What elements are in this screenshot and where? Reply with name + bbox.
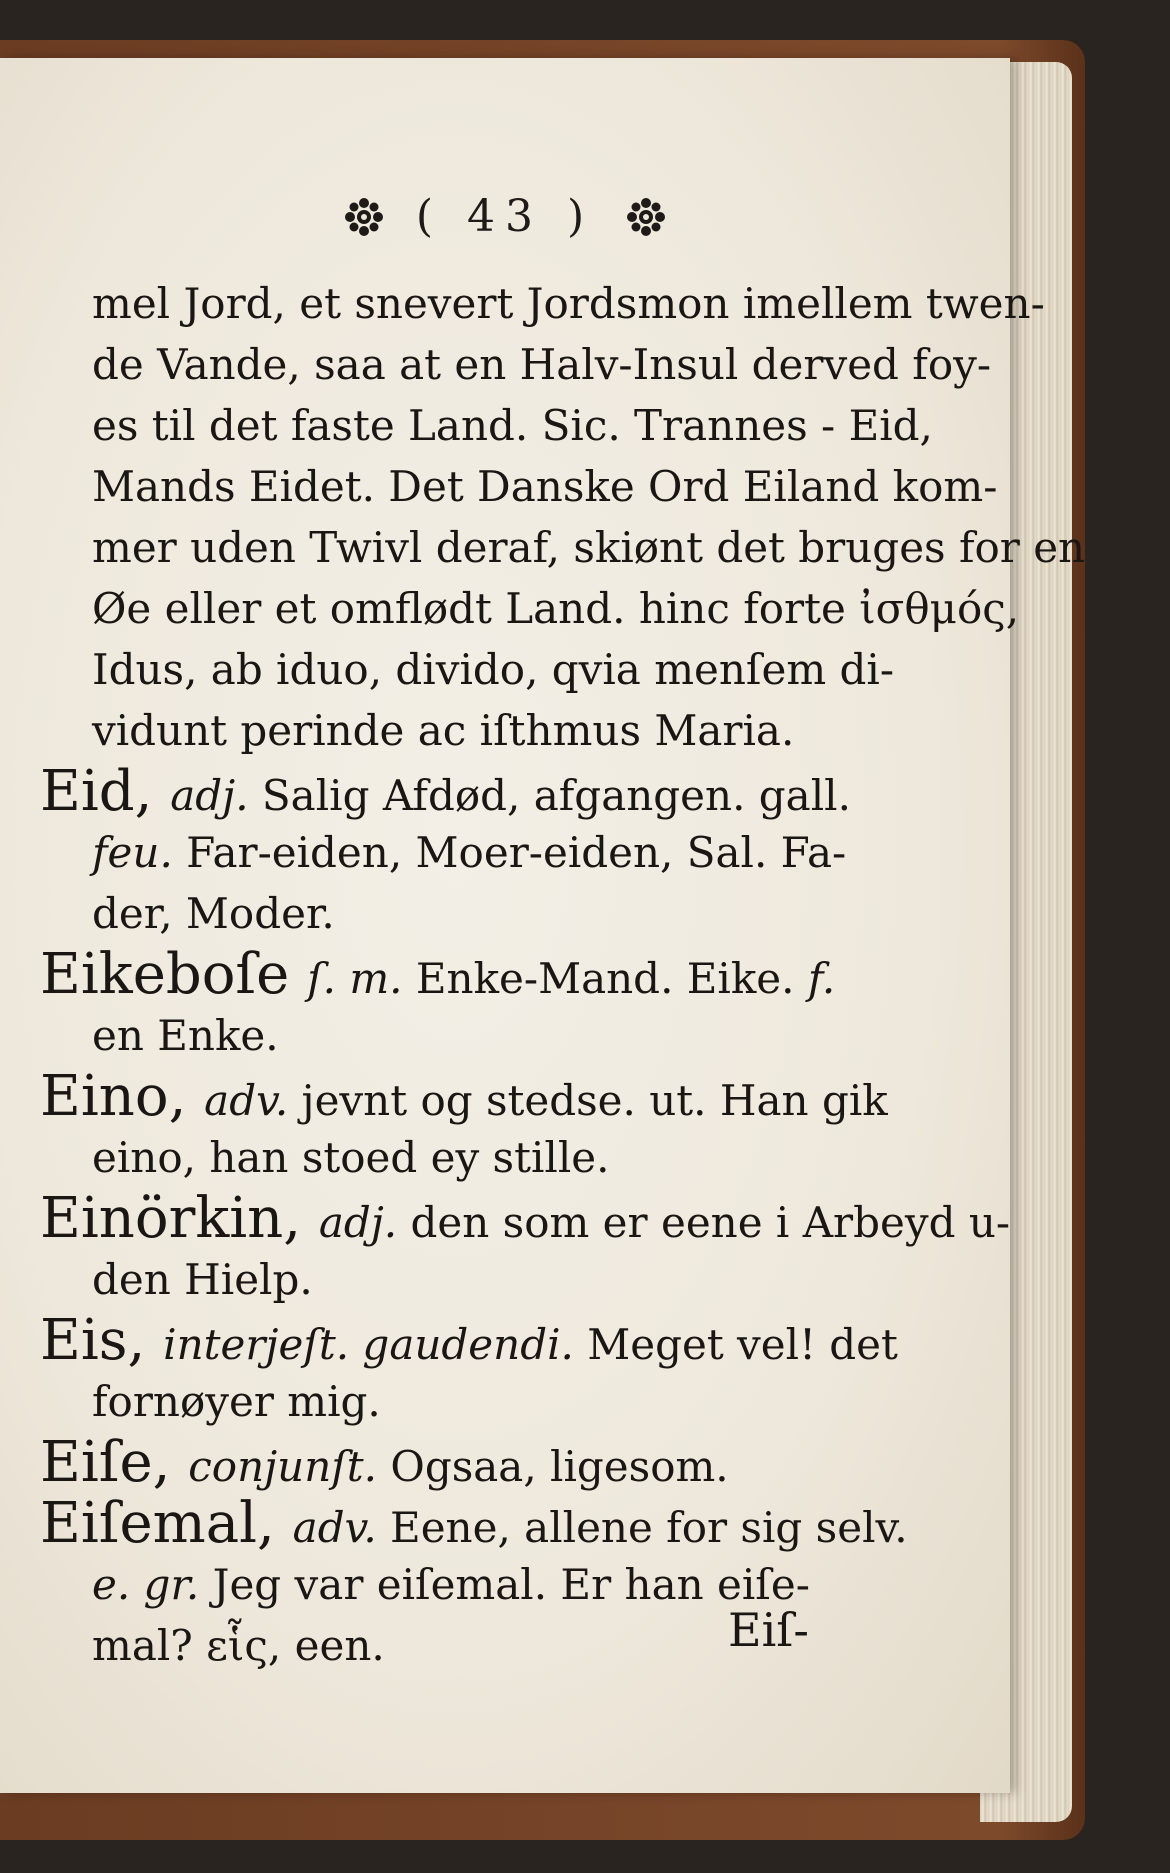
entry-line <box>40 1064 888 1129</box>
line-text: Idus, ab iduo, divido, qvia menſem di- <box>92 645 895 694</box>
text-line <box>40 395 933 456</box>
page-header <box>0 188 1010 242</box>
headword: Eid, <box>40 759 171 824</box>
headword: Eiſe, <box>40 1430 189 1495</box>
text-line <box>40 578 1020 639</box>
text-line <box>40 822 847 883</box>
text-line <box>40 517 1086 578</box>
entry-line <box>40 1308 898 1373</box>
page-number: ( 43 ) <box>415 191 595 242</box>
book-page <box>0 58 1086 1793</box>
headword: Eiſemal, <box>40 1491 293 1556</box>
line-text: vidunt perinde ac iſthmus Maria. <box>92 706 795 755</box>
text-line <box>40 1554 820 1615</box>
line-text: Meget vel! det <box>573 1320 898 1369</box>
line-text: de Vande, saa at en Halv-Insul derved foy- <box>92 340 992 389</box>
line-text: Salig Afdød, afgangen. gall. <box>248 771 851 820</box>
line-text: Eene, allene for sig selv. <box>376 1503 908 1552</box>
line-text: den som er eene i Arbeyd u- <box>397 1198 1011 1247</box>
line-text: Øe eller et omflødt Land. hinc forte ἰσθμός, <box>92 584 1020 633</box>
line-text: en Enke. <box>92 1011 279 1060</box>
line-text: Enke-Mand. Eike. <box>402 954 808 1003</box>
grammar-label: ſ. m. <box>307 954 403 1003</box>
line-text: es til det faste Land. Sic. Trannes - Eid, <box>92 401 933 450</box>
headword: Eis, <box>40 1308 164 1373</box>
line-text: Far-eiden, Moer-eiden, Sal. Fa- <box>172 828 847 877</box>
line-text: eino, han stoed ey stille. <box>92 1133 610 1182</box>
catchword: Eiſ- <box>728 1603 809 1657</box>
grammar-label: f. <box>807 954 836 1003</box>
text-line <box>40 456 998 517</box>
text-line <box>40 273 1045 334</box>
text-line <box>40 1005 820 1066</box>
rosette-ornament-icon <box>626 197 666 237</box>
text-line <box>40 1371 820 1432</box>
line-text: den Hielp. <box>92 1255 313 1304</box>
text-line <box>40 639 895 700</box>
line-text: Jeg var eiſemal. Er han eiſe- <box>199 1560 810 1609</box>
text-line <box>40 1249 820 1310</box>
grammar-label: feu. <box>92 828 173 877</box>
line-text: Ogsaa, ligesom. <box>377 1442 729 1491</box>
line-text: mer uden Twivl deraf, skiønt det bruges for en <box>92 523 1086 572</box>
entry-line <box>40 1186 1011 1251</box>
text-line <box>40 334 992 395</box>
line-text: Mands Eidet. Det Danske Ord Eiland kom- <box>92 462 998 511</box>
text-line <box>40 883 820 944</box>
page-body <box>40 273 1086 1676</box>
text-line <box>40 700 820 761</box>
line-text: der, Moder. <box>92 889 335 938</box>
line-text: jevnt og stedse. ut. Han gik <box>288 1076 888 1125</box>
headword: Eino, <box>40 1064 205 1129</box>
headword: Eikeboſe <box>40 942 308 1007</box>
text-line <box>40 1615 820 1676</box>
grammar-label: interjeſt. gaudendi. <box>163 1320 574 1369</box>
entry-line <box>40 759 851 824</box>
entry-line <box>40 1432 820 1493</box>
grammar-label: e. gr. <box>92 1560 200 1609</box>
line-text: fornøyer mig. <box>92 1377 381 1426</box>
line-text: mal? εἷς, een. <box>92 1621 385 1670</box>
entry-line <box>40 942 836 1007</box>
headword: Einörkin, <box>40 1186 319 1251</box>
grammar-label: adj. <box>318 1198 398 1247</box>
grammar-label: adv. <box>292 1503 377 1552</box>
grammar-label: adv. <box>204 1076 289 1125</box>
line-text: mel Jord, et snevert Jordsmon imellem twen- <box>92 279 1045 328</box>
text-line <box>40 1127 820 1188</box>
rosette-ornament-icon <box>344 197 384 237</box>
grammar-label: adj. <box>170 771 249 820</box>
grammar-label: conjunſt. <box>188 1442 378 1491</box>
entry-line <box>40 1491 908 1556</box>
